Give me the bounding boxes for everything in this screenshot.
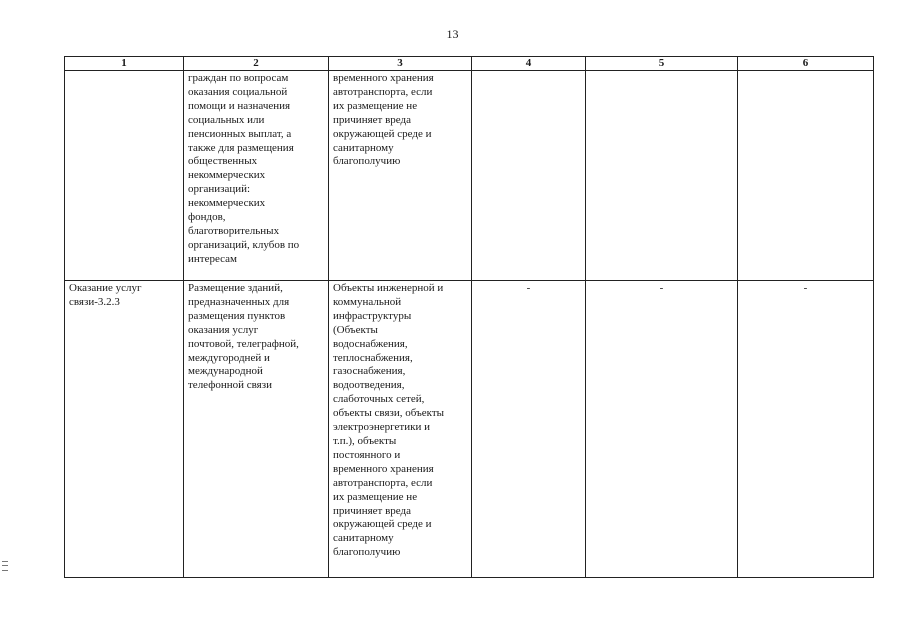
column-header-4: 4 bbox=[472, 57, 586, 71]
table-row bbox=[65, 71, 874, 281]
table-cell bbox=[65, 71, 184, 281]
table-cell: временного хранения автотранспорта, если их размещение не причиняет вреда окружающей среде и санитарному благополучию bbox=[329, 71, 472, 281]
column-header-3: 3 bbox=[329, 57, 472, 71]
binding-margin-mark bbox=[2, 561, 8, 571]
column-header-1: 1 bbox=[65, 57, 184, 71]
table-cell bbox=[738, 71, 874, 281]
table-cell: Размещение зданий, предназначенных для размещения пунктов оказания услуг почтовой, телеграфной, междугородней и международной телефонной связи bbox=[184, 281, 329, 578]
table-cell bbox=[472, 71, 586, 281]
table-cell: Объекты инженерной и коммунальной инфраструктуры (Объекты водоснабжения, теплоснабжения, газоснабжения, водоотведения, слаботочных сетей, объекты связи, объекты электроэнергетики и т.п.), объекты постоянного и временного хранения автотранспорта, если их размещение не причиняет вреда окружающей среде и санитарному благополучию bbox=[329, 281, 472, 578]
table-row bbox=[65, 281, 874, 578]
column-header-6: 6 bbox=[738, 57, 874, 71]
page-number: 13 bbox=[446, 27, 459, 41]
land-use-table bbox=[64, 56, 874, 578]
column-header-2: 2 bbox=[184, 57, 329, 71]
table-cell: - bbox=[738, 281, 874, 578]
table-cell: - bbox=[472, 281, 586, 578]
table-cell: граждан по вопросам оказания социальной помощи и назначения социальных или пенсионных выплат, а также для размещения общественных некоммерческих организаций: некоммерческих фондов, благотворительных организаций, клубов по интересам bbox=[184, 71, 329, 281]
table-cell: - bbox=[586, 281, 738, 578]
table-cell: Оказание услуг связи-3.2.3 bbox=[65, 281, 184, 578]
table-cell bbox=[586, 71, 738, 281]
table-header-row bbox=[65, 57, 874, 71]
column-header-5: 5 bbox=[586, 57, 738, 71]
